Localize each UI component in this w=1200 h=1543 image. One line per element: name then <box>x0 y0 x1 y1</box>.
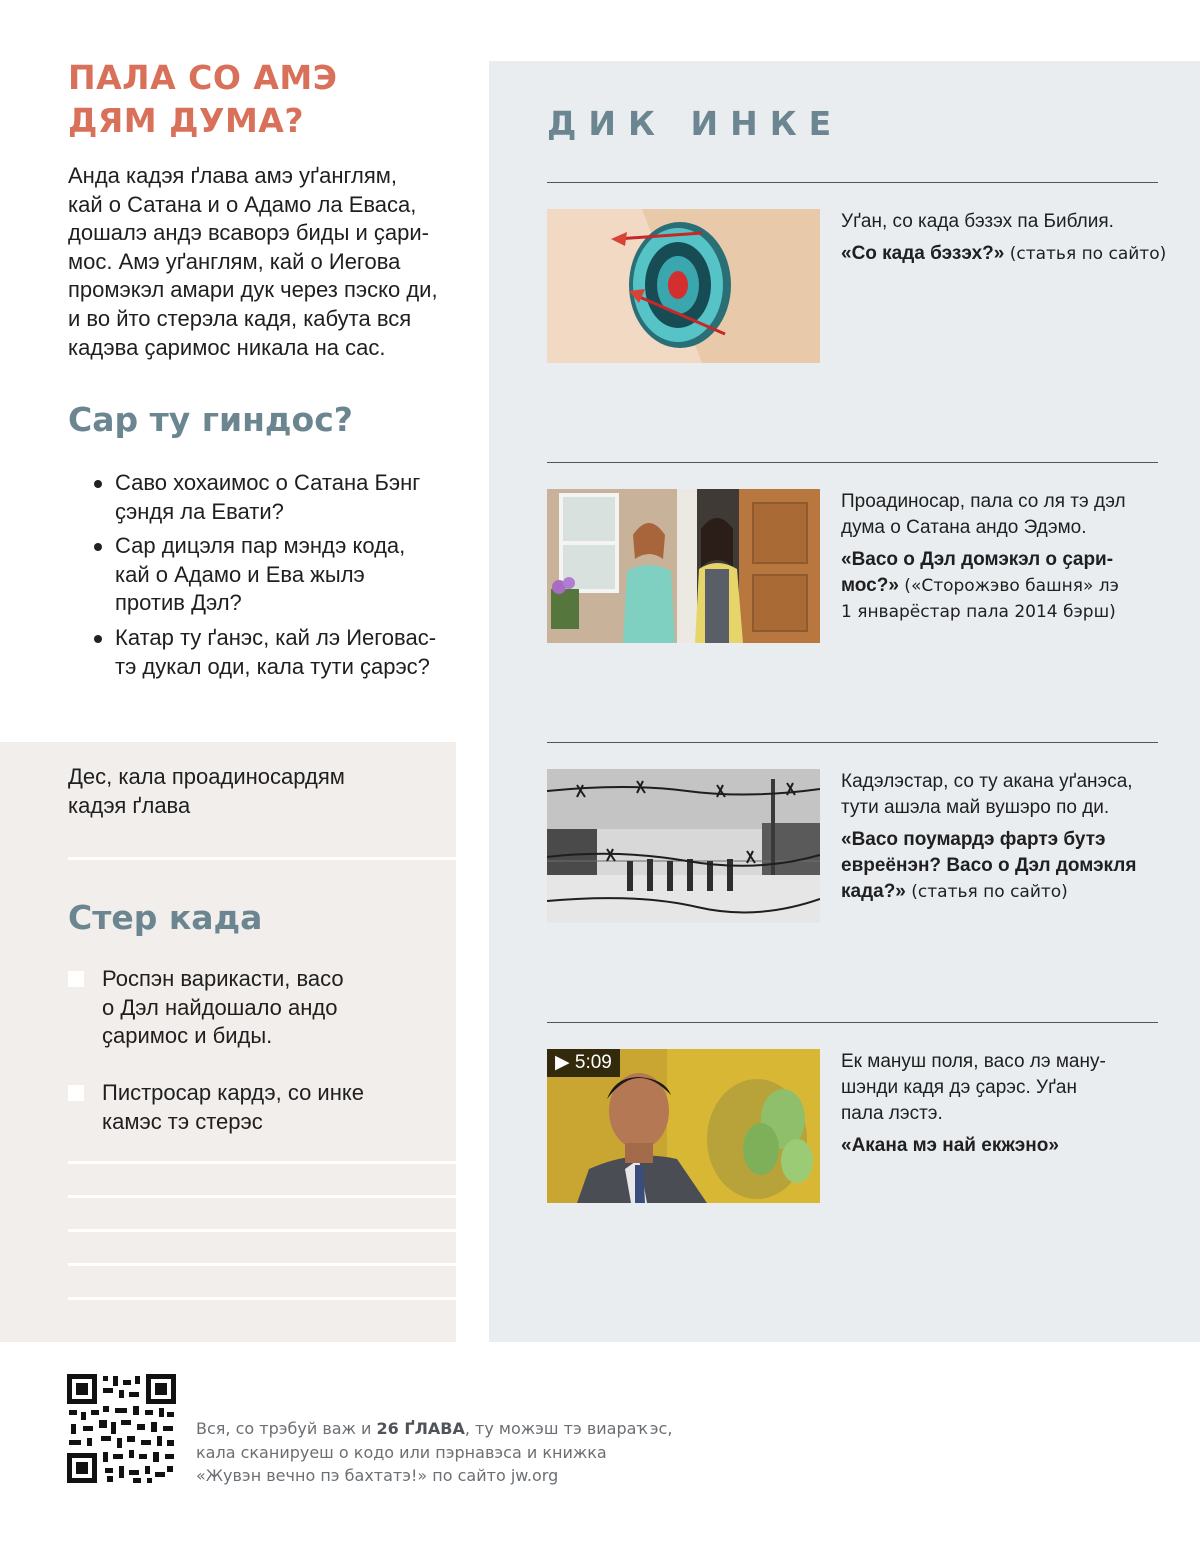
summary-line: кай о Сатана и о Адамо ла Еваса, <box>68 191 417 217</box>
notes-writing-line[interactable] <box>68 857 456 860</box>
todo-line: о Дэл найдошало андо <box>102 994 338 1020</box>
link-title[interactable]: «Акана мэ най екжэно» <box>841 1135 1059 1156</box>
link-source: (статья по сайто) <box>905 882 1068 902</box>
checkbox[interactable] <box>68 1085 84 1101</box>
resource-description <box>841 1049 1161 1127</box>
link-line[interactable] <box>841 241 1167 267</box>
resource-link[interactable] <box>841 241 1167 267</box>
link-source: (статья по сайто) <box>1004 244 1167 264</box>
summary-title-line: ПАЛА СО АМЭ <box>68 58 338 97</box>
notes-prompt-line: кадэя ґлава <box>68 793 191 818</box>
link-line[interactable] <box>841 827 1161 853</box>
resource-link[interactable] <box>841 1133 1161 1159</box>
notes-prompt-line: Дес, кала проадиносардям <box>68 764 345 789</box>
explore-title: ДИК ИНКЕ <box>547 104 844 143</box>
todo-text <box>102 1079 364 1136</box>
todo-line: камэс тэ стерэс <box>102 1108 263 1134</box>
notes-writing-line[interactable] <box>68 1263 456 1266</box>
link-source: 1 январёстар пала 2014 бэрш) <box>841 602 1116 622</box>
resource-text <box>841 209 1167 267</box>
summary-line: и во йто стерэла кадя, кабута вся <box>68 305 412 331</box>
description-line: Ек мануш поля, васо лэ ману- <box>841 1051 1106 1072</box>
resource-item[interactable] <box>547 489 1158 645</box>
door-conversation-image[interactable] <box>547 489 820 643</box>
question-item <box>92 624 462 681</box>
resource-item[interactable] <box>547 209 1167 365</box>
todo-line: ҫаримос и биды. <box>102 1023 273 1049</box>
link-line[interactable] <box>841 1133 1161 1159</box>
target-illustration <box>547 209 820 363</box>
footer-chapter: 26 ҐЛАВА <box>376 1419 465 1438</box>
footer-text-part: , ту можэш тэ виараҡэс, <box>464 1419 673 1438</box>
link-title[interactable]: «Со када бэзэх?» <box>841 243 1005 264</box>
notes-writing-line[interactable] <box>68 1161 456 1164</box>
footer-line: «Жувэн вечно пэ бахтатэ!» по сайто jw.org <box>196 1466 559 1485</box>
video-thumbnail[interactable] <box>547 1049 820 1203</box>
photo-two-women-at-door <box>547 489 820 643</box>
question-line: Сар дицэля пар мэндэ кода, <box>115 533 406 559</box>
divider <box>547 742 1158 743</box>
resource-link[interactable] <box>841 827 1161 905</box>
notes-writing-line[interactable] <box>68 1297 456 1300</box>
question-line: Саво хохаимос о Сатана Бэнг <box>115 470 421 495</box>
link-title[interactable]: евреёнэн? Васо о Дэл домэкля <box>841 855 1137 876</box>
description-line: пала лэстэ. <box>841 1103 943 1124</box>
summary-line: мос. Амэ уґанглям, кай о Иегова <box>68 248 401 274</box>
todo-text <box>102 965 344 1051</box>
resource-text <box>841 489 1161 625</box>
link-line[interactable] <box>841 573 1161 599</box>
resource-text <box>841 1049 1161 1159</box>
photo-barbed-wire-camp <box>547 769 820 923</box>
summary-text <box>68 162 453 362</box>
link-line[interactable] <box>841 599 1161 625</box>
notes-prompt <box>68 762 345 820</box>
todo-line: Пистросар кардэ, со инке <box>102 1080 364 1105</box>
summary-title-line: ДЯМ ДУМА? <box>68 101 304 140</box>
camp-historical-image[interactable] <box>547 769 820 923</box>
resource-item[interactable] <box>547 769 1158 925</box>
link-line[interactable] <box>841 879 1161 905</box>
link-line[interactable] <box>841 547 1161 573</box>
divider <box>547 1022 1158 1023</box>
footer-line: кала сканируеш о кодо или пэрнавэса и книжка <box>196 1442 607 1462</box>
divider <box>547 462 1158 463</box>
summary-line: дошалэ андэ всаворэ биды и ҫари- <box>68 220 430 246</box>
question-line: Катар ту ґанэс, кай лэ Иеговас- <box>115 624 437 650</box>
resource-description <box>841 489 1161 541</box>
target-image[interactable] <box>547 209 820 363</box>
summary-line: промэкэл амари дук через пэско ди, <box>68 277 438 303</box>
summary-line: кадэва ҫаримос никала на сас. <box>68 334 386 360</box>
question-item <box>92 532 462 618</box>
resource-description <box>841 769 1161 821</box>
resource-description <box>841 209 1161 235</box>
qr-code[interactable] <box>67 1374 176 1483</box>
question-line: против Дэл? <box>115 590 242 616</box>
link-title[interactable]: «Васо поумардэ фартэ бутэ <box>841 829 1106 850</box>
description-line: Кадэлэстар, со ту акана уґанэса, <box>841 771 1133 792</box>
link-source: («Сторожэво башня» лэ <box>898 576 1119 596</box>
questions-list <box>92 469 462 687</box>
link-title[interactable]: «Васо о Дэл домэкэл о ҫари- <box>841 549 1114 570</box>
summary-title <box>68 56 448 142</box>
todo-line: Роспэн варикасти, васо <box>102 966 344 991</box>
link-line[interactable] <box>841 853 1161 879</box>
resource-text <box>841 769 1161 905</box>
questions-title: Сар ту гиндос? <box>68 400 353 439</box>
todo-title: Стер када <box>68 898 263 937</box>
footer-line <box>196 1417 672 1441</box>
resource-link[interactable] <box>841 547 1161 625</box>
description-line: Уґан, со када бэзэх па Библия. <box>841 211 1114 232</box>
description-line: Проадиносар, пала со ля тэ дэл <box>841 491 1126 512</box>
description-line: шэнди кадя дэ ҫарэс. Уґан <box>841 1077 1077 1098</box>
question-line: кай о Адамо и Ева жылэ <box>115 561 365 587</box>
description-line: дума о Сатана андо Эдэмо. <box>841 517 1087 538</box>
question-line: тэ дукал оди, кала тути ҫарэс? <box>115 653 430 679</box>
summary-line: Анда кадэя ґлава амэ уґанглям, <box>68 163 398 188</box>
notes-writing-line[interactable] <box>68 1229 456 1232</box>
question-item <box>92 469 462 526</box>
link-title[interactable]: мос?» <box>841 575 899 596</box>
checkbox[interactable] <box>68 971 84 987</box>
notes-writing-line[interactable] <box>68 1195 456 1198</box>
resource-item[interactable] <box>547 1049 1158 1205</box>
footer-text-part: Вся, со трэбуй важ и <box>196 1419 377 1438</box>
description-line: тути ашэла май вушэро по ди. <box>841 797 1110 818</box>
footer-text <box>196 1417 672 1488</box>
divider <box>547 182 1158 183</box>
link-title[interactable]: када?» <box>841 881 906 902</box>
video-duration-badge: ▶ 5:09 <box>547 1049 620 1077</box>
question-line: ҫэндя ла Евати? <box>115 498 284 524</box>
